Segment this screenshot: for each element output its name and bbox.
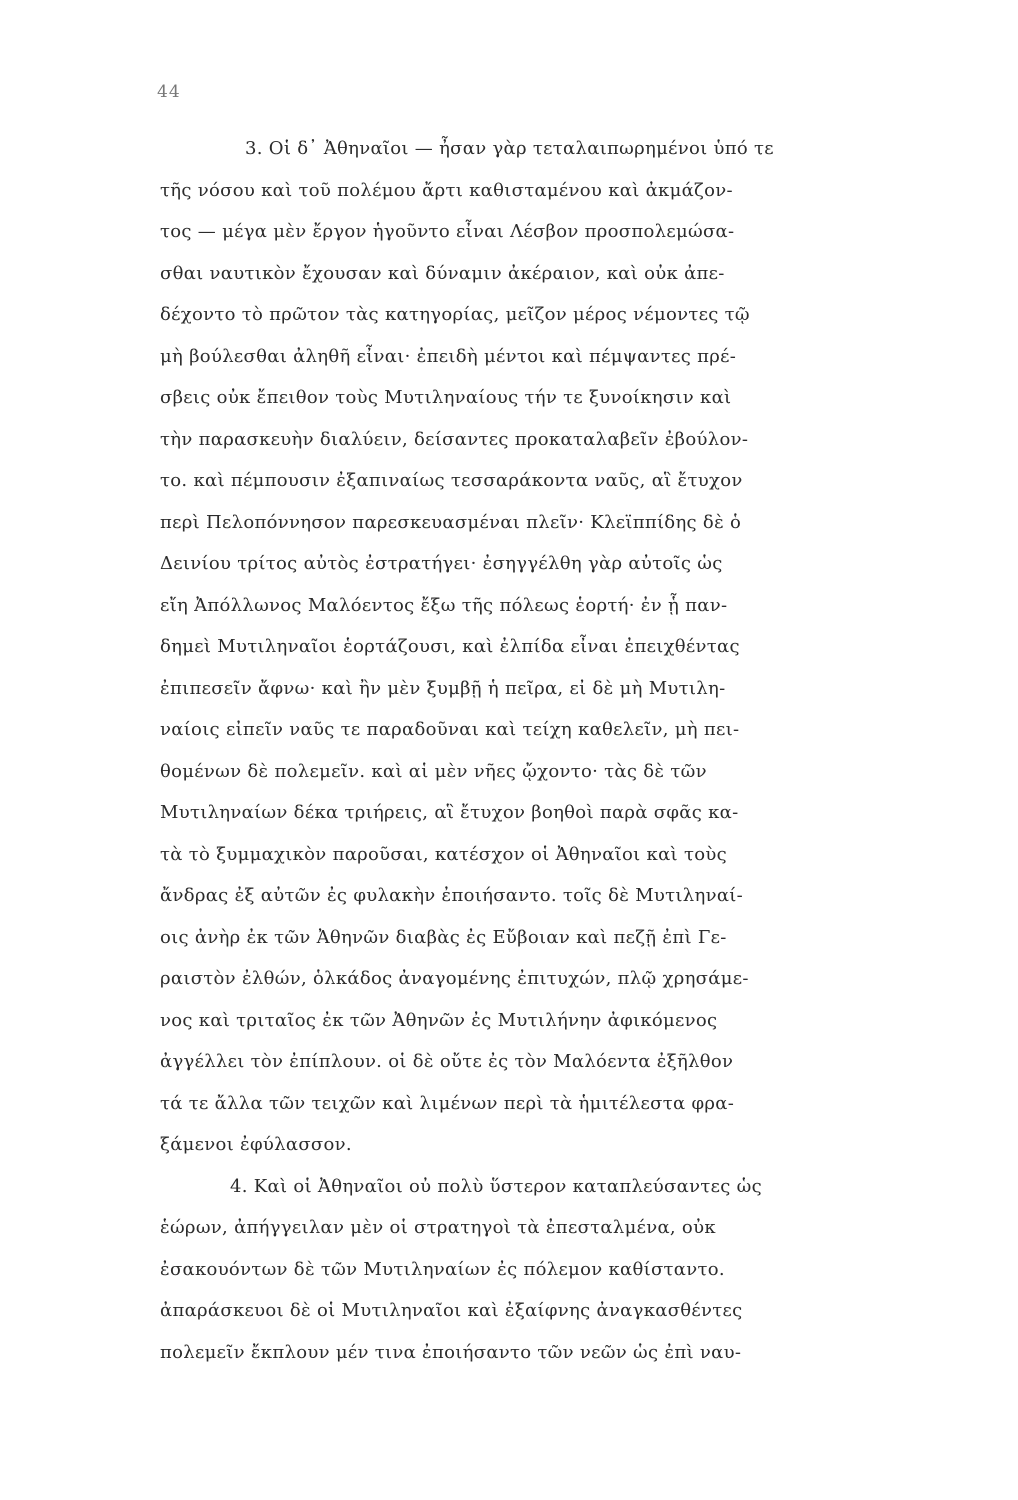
text-line: ἐπιπεσεῖν ἄφνω· καὶ ἢν μὲν ξυμβῇ ἡ πεῖρα, εἰ δὲ μὴ Μυτιλη- — [160, 677, 726, 699]
text-line: δημεὶ Μυτιληναῖοι ἑορτάζουσι, καὶ ἐλπίδα εἶναι ἐπειχθέντας — [160, 636, 740, 657]
text-line: σβεις οὐκ ἔπειθον τοὺς Μυτιληναίους τήν τε ξυνοίκησιν καὶ — [160, 387, 732, 408]
text-line: 4. Καὶ οἱ Ἀθηναῖοι οὐ πολὺ ὕστερον καταπλεύσαντες ὡς — [230, 1175, 762, 1197]
text-line: 3. Οἱ δ᾽ Ἀθηναῖοι — ἦσαν γὰρ τεταλαιπωρημένοι ὑπό τε — [245, 138, 774, 159]
text-line: θομένων δὲ πολεμεῖν. καὶ αἱ μὲν νῆες ᾤχοντο· τὰς δὲ τῶν — [160, 760, 707, 782]
text-line: τῆς νόσου καὶ τοῦ πολέμου ἄρτι καθισταμένου καὶ ἀκμάζον- — [160, 179, 733, 201]
text-line: τος — μέγα μὲν ἔργον ἡγοῦντο εἶναι Λέσβον προσπολεμώσα- — [160, 221, 735, 242]
text-line: ραιστὸν ἐλθών, ὁλκάδος ἀναγομένης ἐπιτυχών, πλῷ χρησάμε- — [160, 968, 749, 989]
text-line: δέχοντο τὸ πρῶτον τὰς κατηγορίας, μεῖζον μέρος νέμοντες τῷ — [160, 304, 750, 325]
greek-text-body — [160, 128, 1018, 1373]
text-line: ἀγγέλλει τὸν ἐπίπλουν. οἱ δὲ οὔτε ἐς τὸν Μαλόεντα ἐξῆλθον — [160, 1051, 734, 1072]
text-line: νος καὶ τριταῖος ἐκ τῶν Ἀθηνῶν ἐς Μυτιλήνην ἀφικόμενος — [160, 1009, 718, 1031]
text-line: περὶ Πελοπόννησον παρεσκευασμέναι πλεῖν· Κλεϊππίδης δὲ ὁ — [160, 511, 742, 533]
text-line: Δεινίου τρίτος αὐτὸς ἐστρατήγει· ἐσηγγέλθη γὰρ αὐτοῖς ὡς — [160, 553, 723, 574]
text-line: πολεμεῖν ἔκπλουν μέν τινα ἐποιήσαντο τῶν νεῶν ὡς ἐπὶ ναυ- — [160, 1341, 742, 1363]
text-line: ναίοις εἰπεῖν ναῦς τε παραδοῦναι καὶ τείχη καθελεῖν, μὴ πει- — [160, 719, 740, 740]
text-line: ἑώρων, ἀπήγγειλαν μὲν οἱ στρατηγοὶ τὰ ἐπεσταλμένα, οὐκ — [160, 1217, 716, 1238]
text-line: εἴη Ἀπόλλωνος Μαλόεντος ἔξω τῆς πόλεως ἑορτή· ἐν ᾗ παν- — [160, 594, 728, 616]
text-line: ἄνδρας ἐξ αὐτῶν ἐς φυλακὴν ἐποιήσαντο. τοῖς δὲ Μυτιληναί- — [160, 885, 744, 906]
page-number: 44 — [157, 82, 181, 102]
text-line: σθαι ναυτικὸν ἔχουσαν καὶ δύναμιν ἀκέραιον, καὶ οὐκ ἀπε- — [160, 262, 725, 284]
text-line: οις ἀνὴρ ἐκ τῶν Ἀθηνῶν διαβὰς ἐς Εὔβοιαν καὶ πεζῇ ἐπὶ Γε- — [160, 926, 727, 948]
text-line: τὴν παρασκευὴν διαλύειν, δείσαντες προκαταλαβεῖν ἐβούλον- — [160, 428, 749, 450]
text-line: ἐσακουόντων δὲ τῶν Μυτιληναίων ἐς πόλεμον καθίσταντο. — [160, 1258, 725, 1280]
text-line: ξάμενοι ἐφύλασσον. — [160, 1134, 352, 1155]
text-line: ἀπαράσκευοι δὲ οἱ Μυτιληναῖοι καὶ ἐξαίφνης ἀναγκασθέντες — [160, 1300, 743, 1321]
text-line: το. καὶ πέμπουσιν ἐξαπιναίως τεσσαράκοντα ναῦς, αἳ ἔτυχον — [160, 470, 743, 491]
text-line: τὰ τὸ ξυμμαχικὸν παροῦσαι, κατέσχον οἱ Ἀθηναῖοι καὶ τοὺς — [160, 843, 727, 865]
text-line: μὴ βούλεσθαι ἀληθῆ εἶναι· ἐπειδὴ μέντοι καὶ πέμψαντες πρέ- — [160, 345, 737, 367]
text-line: Μυτιληναίων δέκα τριήρεις, αἳ ἔτυχον βοηθοὶ παρὰ σφᾶς κα- — [160, 802, 739, 823]
text-line: τά τε ἄλλα τῶν τειχῶν καὶ λιμένων περὶ τὰ ἡμιτέλεστα φρα- — [160, 1092, 735, 1114]
